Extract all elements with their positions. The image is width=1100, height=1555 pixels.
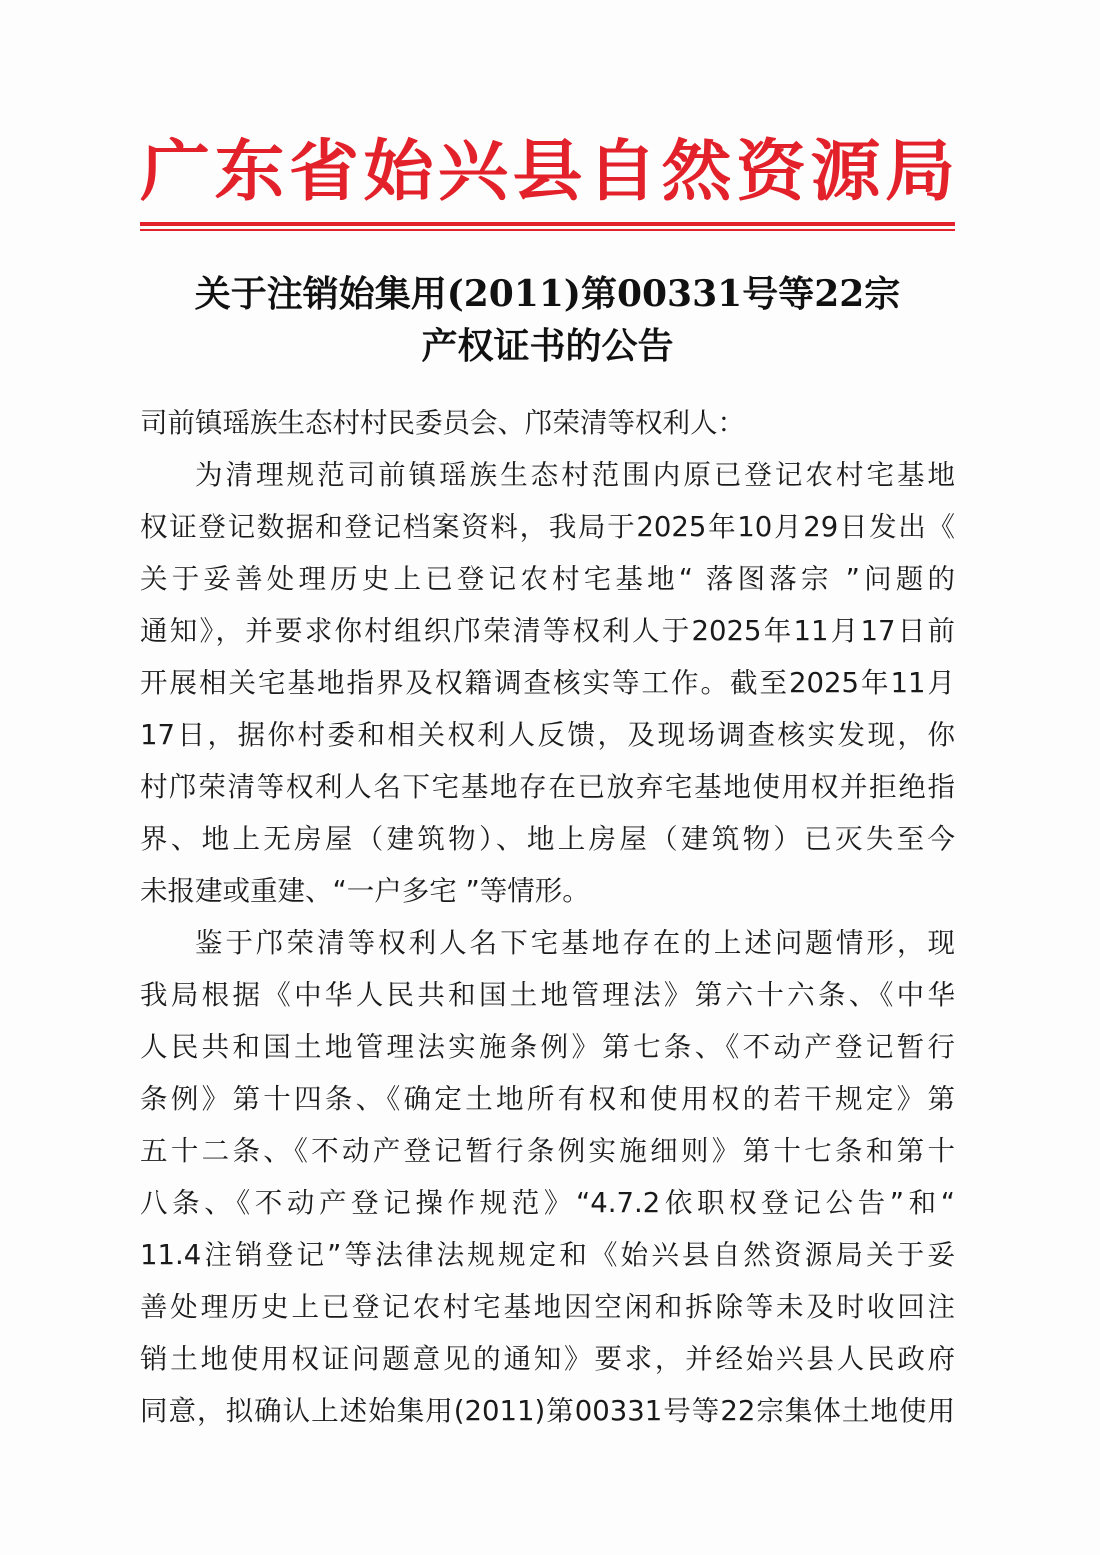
letterhead-divider: [140, 222, 955, 226]
body-line: 11.4注销登记”等法律法规规定和《始兴县自然资源局关于妥: [140, 1239, 955, 1271]
agency-letterhead: [140, 128, 955, 213]
letterhead-char: 兴: [438, 131, 508, 210]
body-line: 开展相关宅基地指界及权籍调查核实等工作。截至2025年11月: [140, 667, 955, 699]
doc-title-line-1: 关于注销始集用(2011)第00331号等22宗: [194, 273, 901, 315]
salutation: 司前镇瑶族生态村村民委员会、邝荣清等权利人：: [140, 407, 745, 439]
body-line: 八条、《不动产登记操作规范》“4.7.2依职权登记公告”和“: [140, 1187, 955, 1219]
body-line: 为清理规范司前镇瑶族生态村范围内原已登记农村宅基地: [195, 459, 955, 491]
body-line: 我局根据《中华人民共和国土地管理法》第六十六条、《中华: [140, 979, 955, 1011]
letterhead-char: 然: [661, 131, 732, 210]
body-line: 五十二条、《不动产登记暂行条例实施细则》第十七条和第十: [140, 1135, 955, 1167]
body-line: 人民共和国土地管理法实施条例》第七条、《不动产登记暂行: [140, 1031, 955, 1063]
body-line: 同意，拟确认上述始集用(2011)第00331号等22宗集体土地使用: [140, 1395, 955, 1427]
body-line: 界、地上无房屋（建筑物）、地上房屋（建筑物）已灭失至今: [140, 823, 955, 855]
letterhead-char: 始: [363, 131, 434, 210]
doc-title-line-2: 产权证书的公告: [421, 325, 674, 367]
body-line: 17日，据你村委和相关权利人反馈，及现场调查核实发现，你: [140, 719, 955, 751]
body-line: 未报建或重建、“一户多宅 ”等情形。: [140, 875, 590, 907]
body-line: 权证登记数据和登记档案资料，我局于2025年10月29日发出《: [140, 511, 955, 543]
letterhead-divider-thin: [140, 229, 955, 231]
letterhead-char: 东: [214, 131, 285, 210]
letterhead-char: 局: [885, 131, 955, 210]
body-line: 鉴于邝荣清等权利人名下宅基地存在的上述问题情形，现: [195, 927, 955, 959]
letterhead-char: 县: [512, 131, 583, 210]
letterhead-char: 自: [587, 131, 657, 210]
body-line: 条例》第十四条、《确定土地所有权和使用权的若干规定》第: [140, 1083, 955, 1115]
letterhead-char: 资: [736, 131, 806, 210]
body-line: 销土地使用权证问题意见的通知》要求，并经始兴县人民政府: [140, 1343, 955, 1375]
body-line: 通知》，并要求你村组织邝荣清等权利人于2025年11月17日前: [140, 615, 955, 647]
body-line: 村邝荣清等权利人名下宅基地存在已放弃宅基地使用权并拒绝指: [140, 771, 955, 803]
body-line: 关于妥善处理历史上已登记农村宅基地“ 落图落宗 ”问题的: [140, 563, 955, 595]
letterhead-char: 广: [140, 131, 210, 210]
body-line: 善处理历史上已登记农村宅基地因空闲和拆除等未及时收回注: [140, 1291, 955, 1323]
letterhead-char: 源: [810, 131, 881, 210]
letterhead-char: 省: [289, 131, 359, 210]
